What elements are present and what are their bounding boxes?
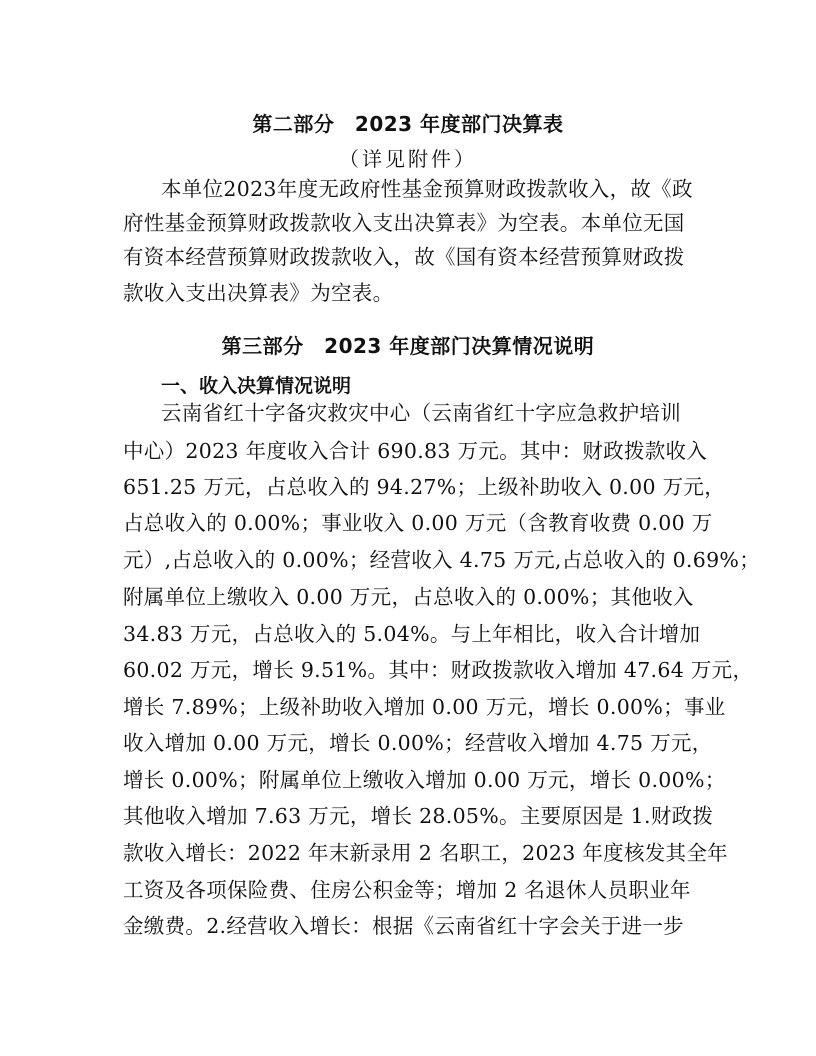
- body-line: 增长 0.00%；附属单位上缴收入增加 0.00 万元，增长 0.00%；: [123, 768, 726, 792]
- body-line: 附属单位上缴收入 0.00 万元，占总收入的 0.00%；其他收入: [123, 585, 694, 609]
- body-line: 中心）2023 年度收入合计 690.83 万元。其中：财政拨款收入: [123, 439, 708, 463]
- paragraph-line: 府性基金预算财政拨款收入支出决算表》为空表。本单位无国: [123, 211, 685, 235]
- part3-title: 第三部分 2023 年度部门决算情况说明: [221, 334, 595, 358]
- body-line: 元）,占总收入的 0.00%；经营收入 4.75 万元,占总收入的 0.69%；: [123, 548, 760, 572]
- paragraph-line: 有资本经营预算财政拨款收入，故《国有资本经营预算财政拨: [123, 245, 685, 269]
- body-line: 651.25 万元，占总收入的 94.27%；上级补助收入 0.00 万元，: [123, 475, 726, 499]
- body-line: 金缴费。2.经营收入增长：根据《云南省红十字会关于进一步: [123, 914, 684, 938]
- section-heading-income: 一、收入决算情况说明: [161, 375, 352, 397]
- body-line: 其他收入增加 7.63 万元，增长 28.05%。主要原因是 1.财政拨: [123, 804, 714, 828]
- body-line: 增长 7.89%；上级补助收入增加 0.00 万元，增长 0.00%；事业: [123, 695, 726, 719]
- body-line: 占总收入的 0.00%；事业收入 0.00 万元（含教育收费 0.00 万: [123, 511, 713, 535]
- body-line: 云南省红十字备灾救灾中心（云南省红十字应急救护培训: [161, 401, 681, 425]
- body-line: 款收入增长：2022 年末新录用 2 名职工，2023 年度核发其全年: [123, 841, 728, 865]
- paragraph-line: 本单位2023年度无政府性基金预算财政拨款收入，故《政: [161, 177, 693, 201]
- paragraph-line: 款收入支出决算表》为空表。: [123, 281, 394, 305]
- body-line: 工资及各项保险费、住房公积金等；增加 2 名退休人员职业年: [123, 878, 691, 902]
- part2-title: 第二部分 2023 年度部门决算表: [252, 112, 564, 136]
- part2-subtitle: （详见附件）: [339, 147, 477, 171]
- body-line: 收入增加 0.00 万元，增长 0.00%；经营收入增加 4.75 万元，: [123, 731, 713, 755]
- body-line: 34.83 万元，占总收入的 5.04%。与上年相比，收入合计增加: [123, 622, 701, 646]
- body-line: 60.02 万元，增长 9.51%。其中：财政拨款收入增加 47.64 万元，: [123, 658, 754, 682]
